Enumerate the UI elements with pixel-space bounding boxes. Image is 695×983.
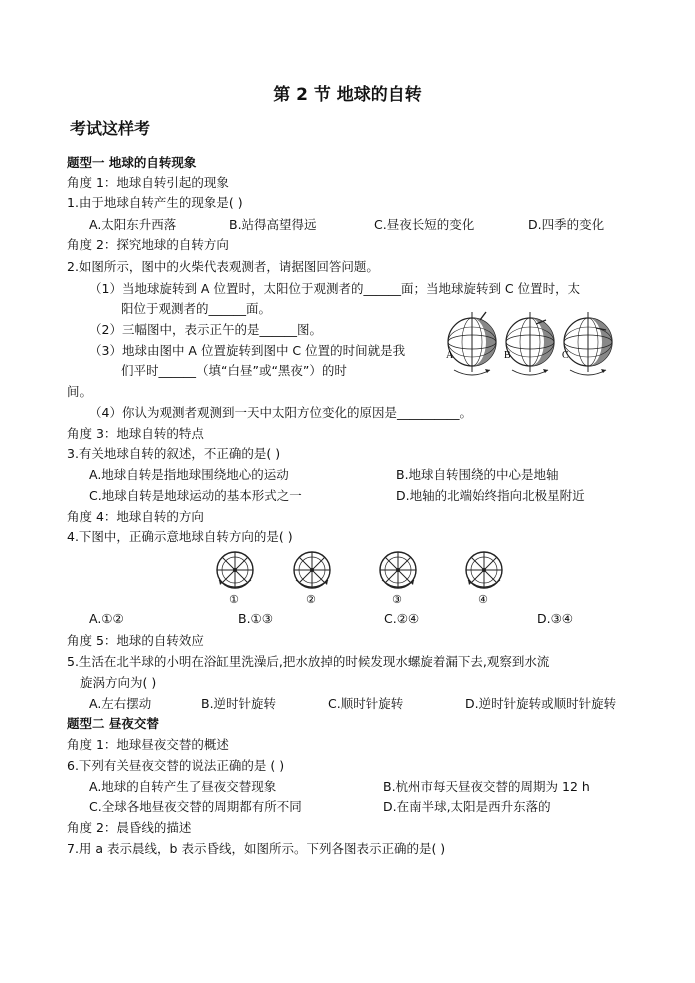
pole-view-3 xyxy=(380,552,416,588)
globe-b xyxy=(506,312,554,375)
angle-heading-2: 角度 2：探究地球的自转方向 xyxy=(67,237,229,252)
globe-c xyxy=(564,312,612,375)
q1-option-b: B.站得高望得远 xyxy=(229,217,317,232)
question-1: 1.由于地球自转产生的现象是( ) xyxy=(67,195,243,210)
globe-a xyxy=(448,312,496,375)
q2-part1-line2: 阳位于观测者的______面。 xyxy=(121,301,272,316)
q4-option-b: B.①③ xyxy=(238,611,273,626)
q3-option-a: A.地球自转是指地球围绕地心的运动 xyxy=(89,467,289,482)
q3-option-c: C.地球自转是地球运动的基本形式之一 xyxy=(89,488,302,503)
question-4: 4.下图中，正确示意地球自转方向的是( ) xyxy=(67,529,293,544)
q1-option-d: D.四季的变化 xyxy=(528,217,605,232)
q3-option-b: B.地球自转围绕的中心是地轴 xyxy=(396,467,559,482)
angle-heading-5: 角度 5：地球的自转效应 xyxy=(67,633,204,648)
rotation-direction-figure xyxy=(200,550,520,608)
question-7: 7.用 a 表示晨线，b 表示昏线，如图所示。下列各图表示正确的是( ) xyxy=(67,841,446,856)
angle-heading-7: 角度 2：晨昏线的描述 xyxy=(67,820,192,835)
question-5-line1: 5.生活在北半球的小明在浴缸里洗澡后,把水放掉的时候发现水螺旋着漏下去,观察到水流 xyxy=(67,654,550,669)
pole-view-1 xyxy=(217,552,253,588)
q4-option-a: A.①② xyxy=(89,611,124,626)
globe-rotation-figure xyxy=(440,308,620,380)
q4-option-c: C.②④ xyxy=(384,611,420,626)
angle-heading-6: 角度 1：地球昼夜交替的概述 xyxy=(67,737,229,752)
type-heading-1: 题型一 地球的自转现象 xyxy=(67,155,197,170)
fig4-label-3: ③ xyxy=(392,593,402,606)
angle-heading-1: 角度 1：地球自转引起的现象 xyxy=(67,175,229,190)
angle-heading-3: 角度 3：地球自转的特点 xyxy=(67,426,204,441)
q2-part3-line3: 间。 xyxy=(67,384,93,399)
pole-view-2 xyxy=(294,552,330,588)
q5-option-b: B.逆时针旋转 xyxy=(201,696,277,711)
page-title: 第 2 节 地球的自转 xyxy=(273,85,422,105)
globe-label-c: C xyxy=(562,350,569,361)
q6-option-b: B.杭州市每天昼夜交替的周期为 12 h xyxy=(383,779,590,794)
q4-option-d: D.③④ xyxy=(537,611,574,626)
q5-option-d: D.逆时针旋转或顺时针旋转 xyxy=(465,696,617,711)
q2-part4: （4）你认为观测者观测到一天中太阳方位变化的原因是__________。 xyxy=(89,405,472,420)
q2-part1-line1: （1）当地球旋转到 A 位置时，太阳位于观测者的______面；当地球旋转到 C 位置时，太 xyxy=(89,281,581,296)
q5-option-a: A.左右摆动 xyxy=(89,696,152,711)
fig4-label-4: ④ xyxy=(478,593,488,606)
section-heading: 考试这样考 xyxy=(70,119,151,138)
question-5-line2: 旋涡方向为( ) xyxy=(80,675,157,690)
q5-option-c: C.顺时针旋转 xyxy=(328,696,404,711)
fig4-label-2: ② xyxy=(306,593,316,606)
fig4-label-1: ① xyxy=(229,593,239,606)
question-2: 2.如图所示，图中的火柴代表观测者，请据图回答问题。 xyxy=(67,259,379,274)
q6-option-c: C.全球各地昼夜交替的周期都有所不同 xyxy=(89,799,302,814)
q6-option-a: A.地球的自转产生了昼夜交替现象 xyxy=(89,779,277,794)
q3-option-d: D.地轴的北端始终指向北极星附近 xyxy=(396,488,585,503)
q2-part2: （2）三幅图中，表示正午的是______图。 xyxy=(89,322,322,337)
globe-label-a: A xyxy=(446,350,454,361)
q1-option-a: A.太阳东升西落 xyxy=(89,217,177,232)
q1-option-c: C.昼夜长短的变化 xyxy=(374,217,475,232)
type-heading-2: 题型二 昼夜交替 xyxy=(67,716,159,731)
q6-option-d: D.在南半球,太阳是西升东落的 xyxy=(383,799,551,814)
globe-label-b: B xyxy=(504,350,511,361)
question-3: 3.有关地球自转的叙述，不正确的是( ) xyxy=(67,446,281,461)
q2-part3-line2: 们平时______（填“白昼”或“黑夜”）的时 xyxy=(121,363,347,378)
question-6: 6.下列有关昼夜交替的说法正确的是 ( ) xyxy=(67,758,285,773)
q2-part3-line1: （3）地球由图中 A 位置旋转到图中 C 位置的时间就是我 xyxy=(89,343,406,358)
pole-view-4 xyxy=(466,552,502,588)
angle-heading-4: 角度 4：地球自转的方向 xyxy=(67,509,204,524)
